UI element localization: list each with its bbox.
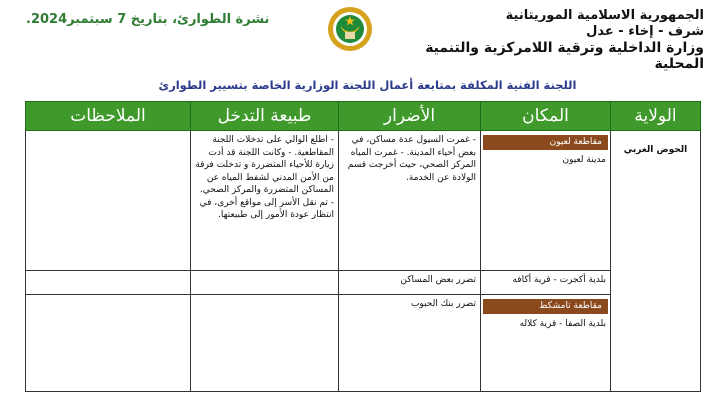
place-cell xyxy=(481,295,611,392)
header-block xyxy=(394,8,704,72)
intervention-cell: - اطلع الوالي على تدخلات اللجنة المقاطعية. - وكانت اللجنة قد أدت زيارة للأحياء المتضررة و تدخلت فرقة من الأمن المدني لشفط المياه عن المساكن المتضررة والمركز الصحي. - تم نقل الأسر إلى مواقع أخرى، في انتظار عودة الأمور إلى طبيعتها. xyxy=(191,131,339,271)
country-name: الجمهورية الاسلامية الموريتانية xyxy=(505,8,704,23)
mauritania-seal-emblem-icon xyxy=(327,6,373,52)
place-cell xyxy=(481,271,611,295)
table-row xyxy=(26,295,701,392)
table-row xyxy=(26,271,701,295)
national-motto: شرف - إخاء - عدل xyxy=(586,24,704,39)
damage-cell: - غمرت السيول عدة مساكن، في بعض أحياء المدينة. - غمرت المياه المركز الصحي، حيث أخرجت قسم الولادة عن الخدمة. xyxy=(339,131,481,271)
notes-cell xyxy=(26,271,191,295)
table-row xyxy=(26,131,701,271)
place-text: بلدية الصفا - قرية كلاله xyxy=(519,318,606,329)
committee-subtitle: اللجنة الفنية المكلفة بمتابعة أعمال اللجنة الوزارية الخاصة بتسيير الطوارئ xyxy=(158,78,577,92)
emergency-table xyxy=(25,101,701,392)
col-header-place: المكان xyxy=(481,102,611,131)
notes-cell xyxy=(26,295,191,392)
department-label: مقاطعة تامشكط xyxy=(483,299,608,314)
place-text: بلدية أكجرت - قرية أكافه xyxy=(512,275,606,285)
col-header-wilaya: الولاية xyxy=(611,102,701,131)
col-header-damage: الأضرار xyxy=(339,102,481,131)
table-header-row xyxy=(26,102,701,131)
col-header-intervention: طبيعة التدخل xyxy=(191,102,339,131)
intervention-cell xyxy=(191,271,339,295)
bulletin-date: نشرة الطوارئ، بتاريخ 7 سبتمبر2024. xyxy=(26,12,270,27)
place-cell xyxy=(481,131,611,271)
department-label: مقاطعة لعيون xyxy=(483,135,608,150)
notes-cell xyxy=(26,131,191,271)
damage-cell: تضرر بعض المساكن xyxy=(339,271,481,295)
damage-cell: تضرر بنك الحبوب xyxy=(339,295,481,392)
intervention-cell xyxy=(191,295,339,392)
region-cell: الحوض الغربي xyxy=(611,131,701,392)
col-header-notes: الملاحظات xyxy=(26,102,191,131)
ministry-name: وزارة الداخلية وترقية اللامركزية والتنمية المحلية xyxy=(425,40,704,72)
place-text: مدينة لعيون xyxy=(562,154,606,165)
